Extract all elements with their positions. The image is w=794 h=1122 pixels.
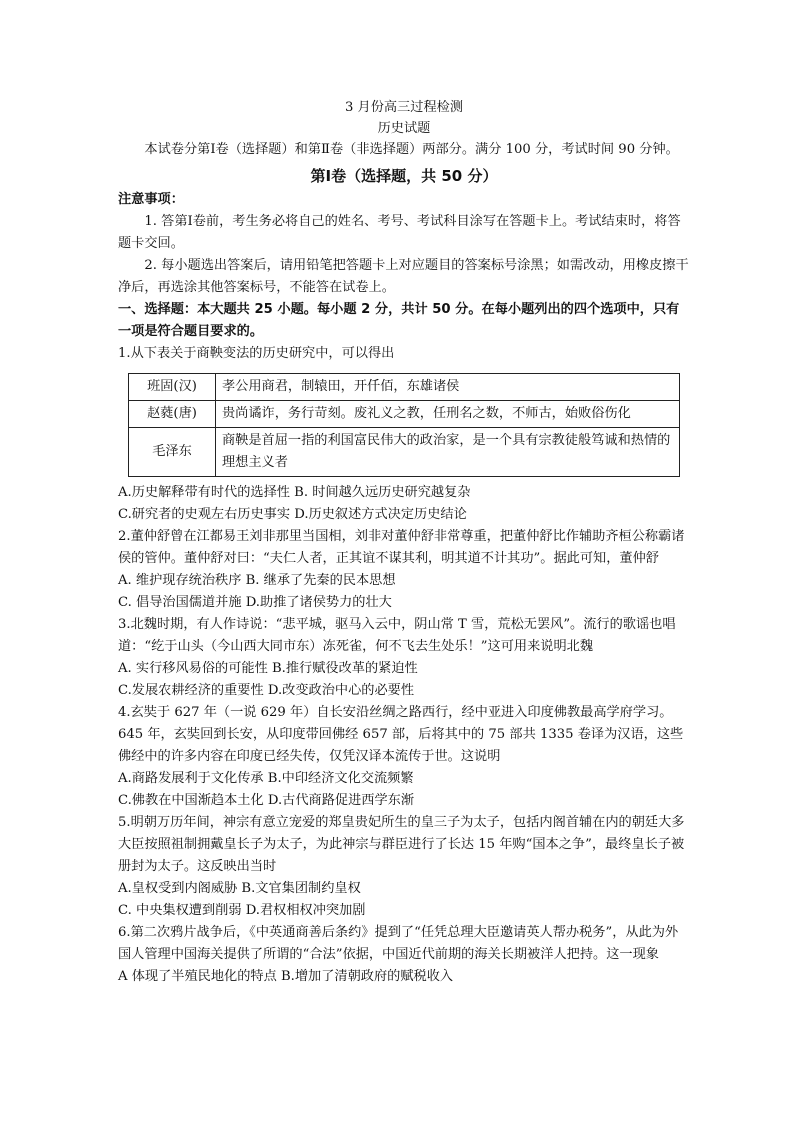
table-cell-text: 贵尚谲诈，务行苛刻。废礼义之教，任刑名之数，不师古，始败俗伤化 <box>216 401 680 428</box>
table-cell-author: 赵蕤(唐) <box>129 401 216 428</box>
notice-item: 1. 答第Ⅰ卷前，考生务必将自己的姓名、考号、考试科目涂写在答题卡上。考试结束时，将答题卡交回。 <box>118 214 681 251</box>
subject-title: 历史试题 <box>377 121 431 136</box>
table-row <box>129 401 680 428</box>
notice-title: 注意事项： <box>118 192 184 207</box>
option-line: C.发展农耕经济的重要性 D.改变政治中心的必要性 <box>118 683 415 698</box>
table-cell-author: 毛泽东 <box>129 428 216 477</box>
table-cell-text: 孝公用商君，制辕田，开仟佰，东雄诸侯 <box>216 374 680 401</box>
question-stem: 4.玄奘于 627 年（一说 629 年）自长安沿丝绸之路西行，经中亚进入印度佛教最高学府学习。645 年，玄奘回到长安，从印度带回佛经 657 部，后将其中的 75 部共 1335 卷译为汉语，这些佛经中的许多内容在印度已经失传，仅凭汉译本流传于世。这说明 <box>118 705 684 764</box>
page-content <box>118 97 690 988</box>
option-line: A.皇权受到内阁威胁 B.文官集团制约皇权 <box>118 881 361 896</box>
part1-title: 第Ⅰ卷（选择题，共 50 分） <box>310 167 498 185</box>
question-stem: 2.董仲舒曾在江都易王刘非那里当国相，刘非对董仲舒非常尊重，把董仲舒比作辅助齐桓公称霸诸侯的管仲。董仲舒对曰：“夫仁人者，正其谊不谋其利，明其道不计其功”。据此可知，董仲舒 <box>118 529 685 566</box>
question-stem: 6.第二次鸦片战争后，《中英通商善后条约》提到了“任凭总理大臣邀请英人帮办税务”，从此为外国人管理中国海关提供了所谓的“合法”依据，中国近代前期的海关长期被洋人把持。这一现象 <box>118 925 679 962</box>
question-5 <box>118 812 690 922</box>
option-line: A 体现了半殖民地化的特点 B.增加了清朝政府的赋税收入 <box>118 969 454 984</box>
option-line: A. 实行移风易俗的可能性 B.推行赋役改革的紧迫性 <box>118 661 418 676</box>
option-line: C. 倡导治国儒道并施 D.助推了诸侯势力的壮大 <box>118 595 392 610</box>
question-1 <box>118 343 690 526</box>
exam-intro: 本试卷分第Ⅰ卷（选择题）和第Ⅱ卷（非选择题）两部分。满分 100 分，考试时间 90 分钟。 <box>144 142 679 157</box>
option-line: C. 中央集权遭到削弱 D.君权相权冲突加剧 <box>118 903 366 918</box>
question-4 <box>118 702 690 812</box>
table-cell-author: 班固(汉) <box>129 374 216 401</box>
section-heading: 一、选择题：本大题共 25 小题。每小题 2 分，共计 50 分。在每小题列出的四个选项中，只有一项是符合题目要求的。 <box>118 302 680 339</box>
option-line: C.研究者的史观左右历史事实 D.历史叙述方式决定历史结论 <box>118 507 467 522</box>
question-stem: 3.北魏时期，有人作诗说：“悲平城，驱马入云中，阴山常 T 雪，荒松无罢风”。流行的歌谣也唱道：“纥于山头（今山西大同市东）冻死雀，何不飞去生处乐！”这可用来说明北魏 <box>118 617 676 654</box>
research-table <box>128 373 680 477</box>
notice-item: 2. 每小题选出答案后，请用铅笔把答题卡上对应题目的答案标号涂黑；如需改动，用橡皮擦干净后，再选涂其他答案标号，不能答在试卷上。 <box>118 258 689 295</box>
table-cell-text: 商鞅是首屈一指的利国富民伟大的政治家，是一个具有宗教徒般笃诚和热情的理想主义者 <box>216 428 680 477</box>
option-line: A.商路发展利于文化传承 B.中印经济文化交流频繁 <box>118 771 414 786</box>
question-stem: 5.明朝万历年间，神宗有意立宠爱的郑皇贵妃所生的皇三子为太子，包括内阁首辅在内的朝廷大多大臣按照祖制拥戴皇长子为太子，为此神宗与群臣进行了长达 15 年购“国本之争”，最终皇长子被册封为太子。这反映出当时 <box>118 815 685 874</box>
option-line: C.佛教在中国渐趋本土化 D.古代商路促进西学东渐 <box>118 793 415 808</box>
option-line: A. 维护现存统治秩序 B. 继承了先秦的民本思想 <box>118 573 396 588</box>
table-row <box>129 428 680 477</box>
question-2 <box>118 526 690 614</box>
question-6 <box>118 922 690 988</box>
question-stem: 1.从下表关于商鞅变法的历史研究中，可以得出 <box>118 346 395 361</box>
exam-title: 3 月份高三过程检测 <box>344 100 464 115</box>
question-3 <box>118 614 690 702</box>
table-row <box>129 374 680 401</box>
option-line: A.历史解释带有时代的选择性 B. 时间越久远历史研究越复杂 <box>118 485 471 500</box>
